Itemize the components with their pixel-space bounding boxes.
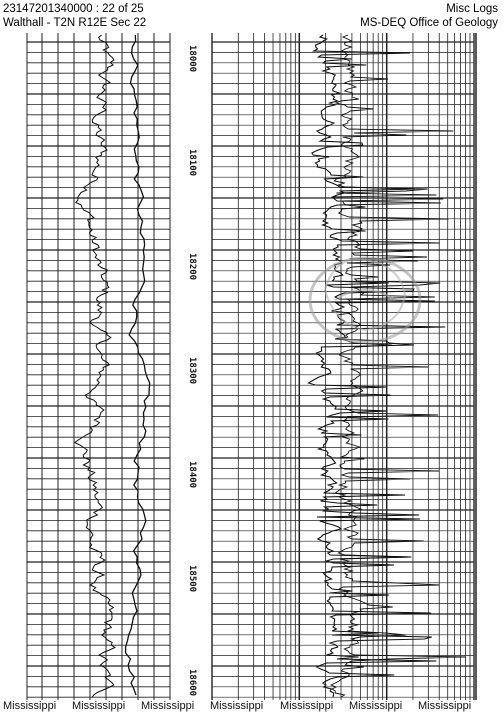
footer-watermark-text: Mississippi (210, 700, 264, 712)
depth-label: 18300 (187, 357, 197, 385)
depth-label: 18500 (187, 565, 197, 593)
footer-watermark-text: Mississippi (3, 700, 57, 712)
agency-name: MS-DEQ Office of Geology (360, 17, 498, 29)
footer-watermark-text: Mississippi (418, 700, 472, 712)
footer-watermark-text: Mississippi (280, 700, 334, 712)
well-location: Walthall - T2N R12E Sec 22 (3, 17, 147, 29)
depth-label: 18400 (187, 461, 197, 489)
depth-label: 18600 (187, 669, 197, 697)
footer-watermark-text: Mississippi (72, 700, 126, 712)
well-id-page: 23147201340000 : 22 of 25 (3, 3, 144, 15)
footer-watermark-text: Mississippi (349, 700, 403, 712)
depth-label: 18100 (187, 149, 197, 177)
depth-label: 18200 (187, 253, 197, 281)
footer-watermark-text: Mississippi (141, 700, 195, 712)
depth-label: 18000 (187, 45, 197, 73)
document-type: Misc Logs (446, 3, 498, 15)
